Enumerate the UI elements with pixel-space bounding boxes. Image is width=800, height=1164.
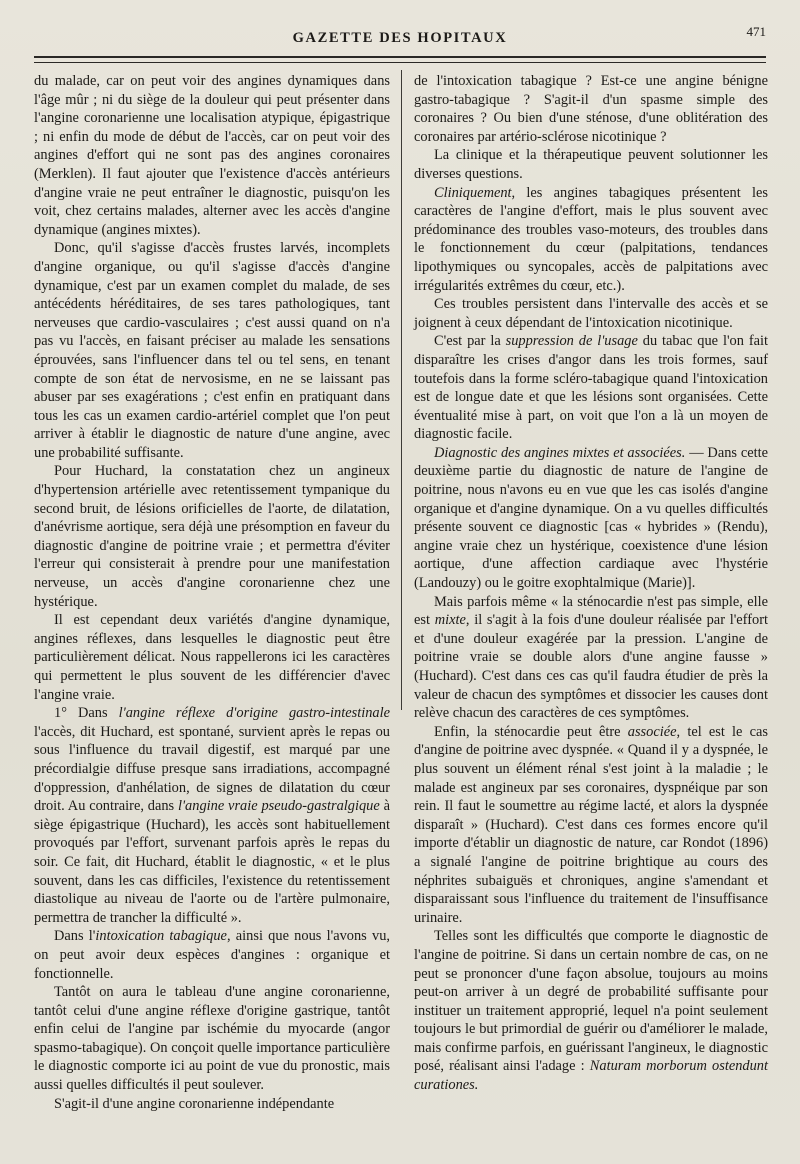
paragraph: Tantôt on aura le tableau d'une angine coronarienne, tantôt celui d'une angine réflexe d'origine gastrique, tantôt enfin celui de l'angine par ischémie du myocarde (angor spasmo-tabagique). On conçoit quelle importance particulière le diagnostic comporte ici au point de vue du pronostic, mais aussi quelles difficultés il peut soulever.	[34, 984, 390, 1094]
column-divider	[401, 70, 402, 710]
italic-run: mixte	[434, 612, 466, 629]
text-run: , il s'agit à la fois d'une douleur réalisée par l'effort et d'une douleur exagérée par la pression. L'angine de poitrine vraie se double alors d'une angine fausse » (Huchard). C'est dans ces cas qu'il faudra étudier de près la valeur de chacun des symptômes et dissocier les causes dont relève chacun des caractères de ces symptômes.	[414, 612, 768, 722]
text-run: — Dans cette deuxième partie du diagnostic de nature de l'angine de poitrine, nous n'avons eu en vue que les cas isolés d'angine organique et d'angine dynamique. On a vu quelles difficultés présente souvent ce diagnostic [cas « hybrides » (Rendu), angine vraie chez un hystérique, coexistence d'une lésion aortique, d'une affection cardiaque avec l'hystérie (Landouzy) ou le goitre exophtalmique (Marie)].	[414, 444, 768, 592]
paragraph	[414, 444, 768, 593]
paragraph	[414, 927, 768, 1094]
paragraph: Ces troubles persistent dans l'intervalle des accès et se joignent à ceux dépendant de l'intoxication nicotinique.	[414, 296, 768, 331]
header-rule-thin	[34, 62, 766, 63]
page-number: 471	[746, 24, 766, 39]
paragraph: S'agit-il d'une angine coronarienne indépendante	[54, 1095, 335, 1112]
paragraph	[34, 927, 390, 983]
text-run: , ainsi que nous l'avons vu, on peut avoir deux espèces d'angines : organique et fonctionnelle.	[34, 928, 390, 982]
right-column	[414, 72, 768, 1095]
text-run: , les angines tabagiques présentent les caractères de l'angine d'effort, mais le plus souvent avec prédominance des troubles vaso-moteurs, des troubles dans le fonctionnement du cœur (palpitations, tendances lipothymiques ou syncopales, accès de palpitations avec irrégularités extrêmes du cœur, etc.).	[414, 184, 768, 294]
text-run: Enfin, la sténocardie peut être	[434, 723, 628, 740]
text-run: C'est par la	[434, 333, 506, 350]
paragraph	[414, 723, 768, 928]
paragraph	[414, 332, 768, 444]
paragraph: Pour Huchard, la constatation chez un angineux d'hypertension artérielle avec retentissement tympanique du second bruit, de lésions orificielles de l'aorte, de dilatation, d'anévrisme aortique, sera déjà une présomption en faveur du diagnostic d'angine de poitrine vraie ; et permettra d'éviter l'erreur qui consisterait à prendre pour une manifestation nerveuse, un accès d'angine coronarienne chez une hystérique.	[34, 463, 390, 610]
header-rule-thick	[34, 56, 766, 58]
text-run: l'accès, dit Huchard, est spontané, survient après le repas ou sous l'influence du travail digestif, est marqué par une précordialgie diffuse presque sans irradiations, accompagné d'oppression, d'anhélation, de signes de dilatation du cœur droit. Au contraire, dans	[34, 723, 390, 815]
text-run: à siège épigastrique (Huchard), les accès sont habituellement provoqués par l'effort, survenant parfois après le repas du soir. Ce fait, dit Huchard, établit le diagnostic, « et le plus souvent, dans les cas difficiles, l'existence du retentissement diastolique au niveau de l'aorte ou de l'artère pulmonaire, permettra de trancher la difficulté ».	[34, 798, 390, 926]
paragraph: Donc, qu'il s'agisse d'accès frustes larvés, incomplets d'angine organique, ou qu'il s'agisse d'accès d'angine dynamique, c'est par un examen complet du malade, de ses antécédents héréditaires, de ses tares pathologiques, tant nerveuses que cardio-vasculaires ; c'est aussi quand on n'a pas vu l'accès, en faisant préciser au malade les sensations éprouvées, sans l'influencer dans tel ou tel sens, en tenant compte de son état de nervosisme, en ne se laissant pas abuser par ses exagérations ; c'est enfin en pratiquant dans tous les cas un examen cardio-artériel complet que l'on peut arriver à établir le diagnostic de nature d'une angine, avec une probabilité suffisante.	[34, 240, 390, 461]
italic-run: Cliniquement	[434, 184, 512, 201]
paragraph	[414, 593, 768, 723]
paragraph: de l'intoxication tabagique ? Est-ce une angine bénigne gastro-tabagique ? S'agit-il d'un spasme simple des coronaires ? Ou bien d'une sténose, d'une oblitération des coronaires par artério-sclérose nicotinique ?	[414, 73, 768, 145]
italic-run: l'angine réflexe d'origine gastro-intestinale	[118, 705, 390, 722]
text-run: du tabac que l'on fait disparaître les crises d'angor dans les trois formes, sauf toutefois dans la forme scléro-tabagique quand l'intoxication est de longue date et que les lésions sont organisées. Cette éventualité mise à part, on voit que l'on a là un moyen de diagnostic facile.	[414, 333, 769, 443]
text-run: Dans l'	[54, 928, 96, 945]
paragraph: La clinique et la thérapeutique peuvent solutionner les diverses questions.	[414, 147, 768, 182]
paragraph	[414, 184, 768, 296]
italic-run: Naturam morborum ostendunt curationes.	[414, 1058, 768, 1094]
text-run: , tel est le cas d'angine de poitrine avec dyspnée. « Quand il y a dyspnée, le plus souvent un élément rénal s'est joint à la maladie ; le malade est angineux par ses coronaires, dyspnéique par son rein. Il faut le soumettre au régime lacté, et alors la dyspnée disparaît » (Huchard). C'est dans ces formes encore qu'il importe d'établir un diagnostic de nature, car Rondot (1896) a signalé l'angine de poitrine brightique au cours des néphrites subaiguës et chroniques, angine s'amendant et disparaissant sous l'influence du traitement de l'insuffisance urinaire.	[414, 723, 769, 926]
left-column	[34, 72, 390, 1113]
page-title: GAZETTE DES HOPITAUX	[292, 30, 508, 46]
italic-run: suppression de l'usage	[505, 333, 638, 350]
italic-run: associée	[627, 723, 677, 740]
paragraph	[34, 704, 390, 927]
italic-run: intoxication tabagique	[95, 928, 227, 945]
text-run: Telles sont les difficultés que comporte le diagnostic de l'angine de poitrine. Si dans un certain nombre de cas, on ne peut se prononcer d'une façon absolue, toujours au moins peut-on arriver à un degré de probabilité suffisante pour instituer un traitement approprié, lequel n'a point seulement toujours le but primordial de guérir ou d'améliorer le malade, mais confirme parfois, en guérissant l'angineux, le diagnostic posé, réalisant ainsi l'adage :	[414, 928, 768, 1075]
paragraph: Il est cependant deux variétés d'angine dynamique, angines réflexes, dans lesquelles le diagnostic peut être particulièrement délicat. Nous rappellerons ici les caractères qui permettent le plus souvent de les différencier d'avec l'angine vraie.	[34, 612, 390, 703]
text-run: 1° Dans	[54, 705, 119, 722]
text-run: Mais parfois même « la sténocardie n'est pas simple, elle est	[414, 593, 768, 629]
italic-run: Diagnostic des angines mixtes et associées.	[434, 444, 686, 461]
italic-run: l'angine vraie pseudo-gastralgique	[177, 798, 380, 815]
paragraph: du malade, car on peut voir des angines dynamiques dans l'âge mûr ; ni du siège de la douleur qui peut présenter dans l'angine coronarienne une localisation atypique, épigastrique ; ni enfin du mode de début de l'accès, car on peut voir des angines d'effort qui ne sont pas des angines coronaires (Merklen). Il faut ajouter que l'existence d'accès antérieurs d'angine vraie ne peut entraîner le diagnostic, puisqu'on les voit, chez certains malades, alterner avec les accès d'angine dynamique (angines mixtes).	[34, 73, 390, 238]
